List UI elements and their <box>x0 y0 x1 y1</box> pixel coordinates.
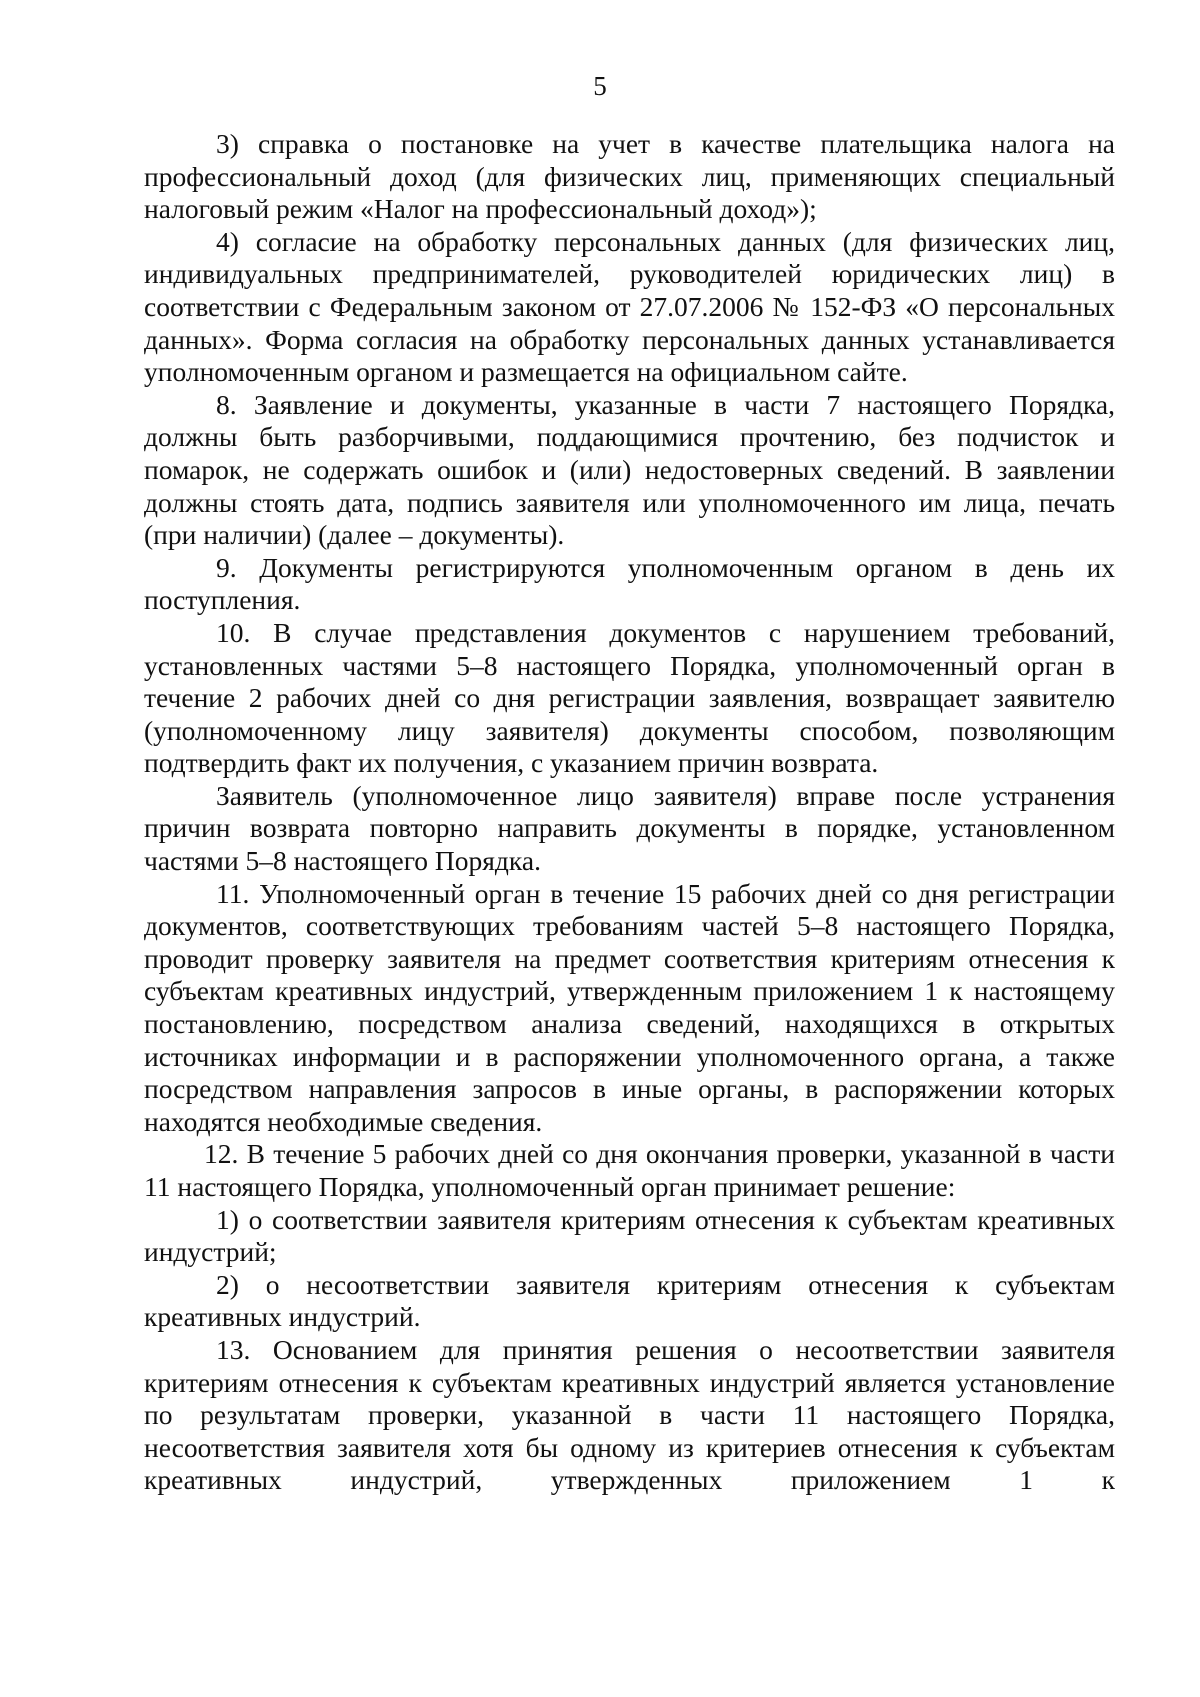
paragraph-10: 10. В случае представления документов с нарушением требований, установленных частями 5–8 настоящего Порядка, уполномоченный орган в течение 2 рабочих дней со дня регистрации заявления, возвращает заявителю (уполномоченному лицу заявителя) документы способом, позволяющим подтвердить факт их получения, с указанием причин возврата. <box>144 616 1115 779</box>
paragraph-11: 11. Уполномоченный орган в течение 15 рабочих дней со дня регистрации документов, соответствующих требованиям частей 5–8 настоящего Порядка, проводит проверку заявителя на предмет соответствия критериям отнесения к субъектам креативных индустрий, утвержденным приложением 1 к настоящему постановлению, посредством анализа сведений, находящихся в открытых источниках информации и в распоряжении уполномоченного органа, а также посредством направления запросов в иные органы, в распоряжении которых находятся необходимые сведения. <box>144 877 1115 1137</box>
paragraph-13: 13. Основанием для принятия решения о несоответствии заявителя критериям отнесения к субъектам креативных индустрий является установление по результатам проверки, указанной в части 11 настоящего Порядка, несоответствия заявителя хотя бы одному из критериев отнесения к субъектам креативных индустрий, утвержденных приложением 1 к <box>144 1333 1115 1496</box>
paragraph-item-3: 3) справка о постановке на учет в качестве плательщика налога на профессиональный доход (для физических лиц, применяющих специальный налоговый режим «Налог на профессиональный доход»); <box>144 128 1115 225</box>
paragraph-item-4: 4) согласие на обработку персональных данных (для физических лиц, индивидуальных предпринимателей, руководителей юридических лиц) в соответствии с Федеральным законом от 27.07.2006 № 152-ФЗ «О персональных данных». Форма согласия на обработку персональных данных устанавливается уполномоченным органом и размещается на официальном сайте. <box>144 225 1115 388</box>
paragraph-12-item-1: 1) о соответствии заявителя критериям отнесения к субъектам креативных индустрий; <box>144 1203 1115 1268</box>
document-body <box>144 128 1115 1497</box>
paragraph-8: 8. Заявление и документы, указанные в части 7 настоящего Порядка, должны быть разборчивыми, поддающимися прочтению, без подчисток и помарок, не содержать ошибок и (или) недостоверных сведений. В заявлении должны стоять дата, подпись заявителя или уполномоченного им лица, печать (при наличии) (далее – документы). <box>144 388 1115 551</box>
paragraph-9: 9. Документы регистрируются уполномоченным органом в день их поступления. <box>144 551 1115 616</box>
page-number: 5 <box>593 71 607 101</box>
paragraph-10-continuation: Заявитель (уполномоченное лицо заявителя) вправе после устранения причин возврата повторно направить документы в порядке, установленном частями 5–8 настоящего Порядка. <box>144 779 1115 877</box>
paragraph-12: 12. В течение 5 рабочих дней со дня окончания проверки, указанной в части 11 настоящего Порядка, уполномоченный орган принимает решение: <box>144 1138 1115 1202</box>
paragraph-12-item-2: 2) о несоответствии заявителя критериям отнесения к субъектам креативных индустрий. <box>144 1268 1115 1333</box>
